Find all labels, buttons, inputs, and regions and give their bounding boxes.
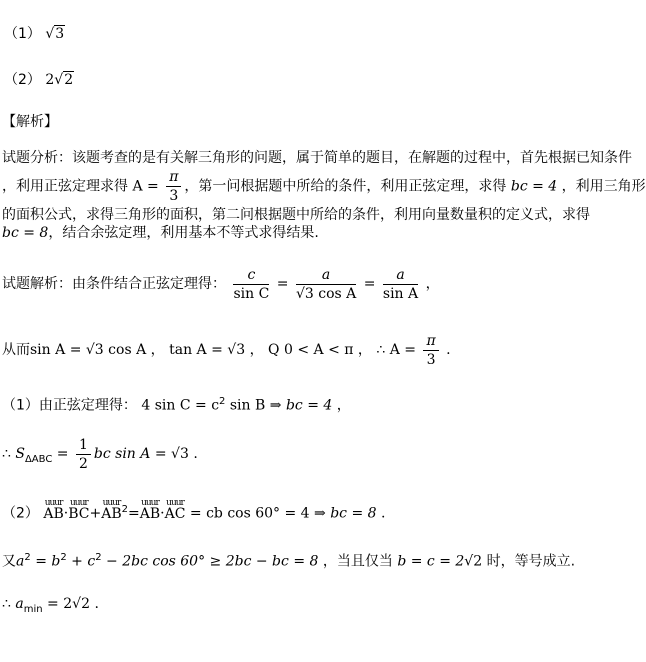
answer-2: （2） 2√2: [4, 72, 74, 88]
analysis-line-3: 的面积公式，求得三角形的面积，第二问根据题中所给的条件，利用向量数量积的定义式，求得: [2, 207, 590, 223]
solution-final: ∴ $a_{min} = 2√2$ .: [2, 596, 99, 615]
solution-line-1: 试题解析：由条件结合正弦定理得： $\frac{c}{\text{sin C}}$ = $\frac{a}{\text{√3 cos A}}$ = $\frac{a}{\text{sin A}}$ ，: [2, 266, 440, 302]
analysis-line-1: 试题分析：该题考查的是有关解三角形的问题，属于简单的题目，在解题的过程中，首先根据已知条件: [2, 150, 632, 166]
analysis-line-4: bc = 8，结合余弦定理，利用基本不等式求得结果.: [2, 225, 319, 241]
sqrt-2: √2: [54, 72, 74, 88]
solution-line-2: 从而sin A = √3 cos A ， tan A = √3 ， Q 0 < A < π ， ∴ A = $\frac{\pi}{3}$ .: [2, 332, 451, 368]
answer-1: [4, 24, 65, 44]
solution-cos-law: 又$a^2 = b^2 + c^2 - 2bc$ cos 60° ≥ 2bc − bc = 8 ，当且仅当 b = c = 2√2 时，等号成立.: [2, 552, 576, 570]
solution-area: ∴ $S_{\Delta ABC}$ = $\frac{1}{2}$ bc sin A = √3 .: [2, 436, 198, 472]
sqrt-3: √3: [45, 26, 65, 42]
section-title: 【解析】: [2, 114, 58, 130]
solution-item-1: （1）由正弦定理得： 4 $\sin C = c^2$ sin B ⇒ bc = 4 ，: [2, 396, 351, 414]
solution-item-2: （2） AB uuur ·BC uuur +AB uuur $^2$=AB uuur ·AC uuur = cb cos 60° = 4 ⇒ bc = 8 .: [2, 497, 386, 522]
analysis-line-2: ，利用正弦定理求得 A = $\frac{\pi}{3}$ ，第一问根据题中所给的条件，利用正弦定理，求得 bc = 4 ，利用三角形: [2, 169, 646, 204]
answer-1-label: （1）: [4, 26, 41, 42]
answer-2-label: （2）: [4, 72, 41, 88]
frac-pi-3: $\frac{\pi}{3}$: [166, 168, 181, 205]
